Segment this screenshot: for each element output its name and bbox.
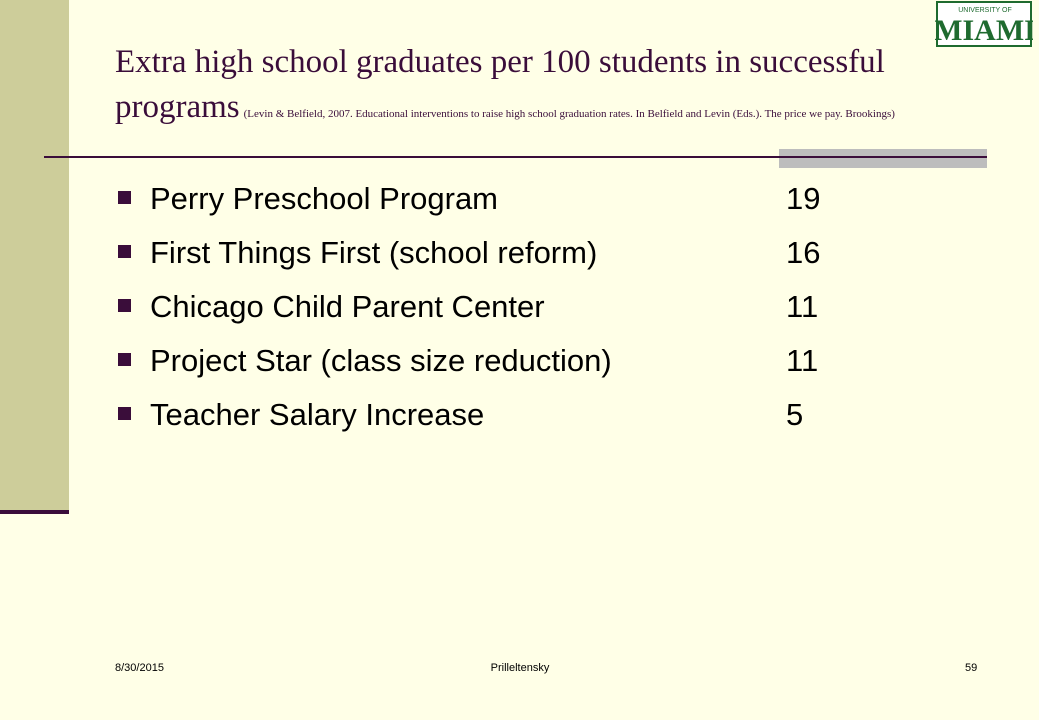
bullet-square-icon (118, 191, 131, 204)
program-name: Project Star (class size reduction) (150, 343, 612, 378)
program-name: First Things First (school reform) (150, 235, 598, 270)
program-value: 16 (786, 235, 821, 270)
slide-title (115, 40, 975, 130)
bullet-square-icon (118, 245, 131, 258)
title-accent-bar (779, 149, 987, 168)
logo-main-text: MIAMI (935, 14, 1033, 47)
footer-author: Prilleltensky (490, 662, 550, 674)
bullet-square-icon (118, 353, 131, 366)
bullet-square-icon (118, 407, 131, 420)
program-value: 19 (786, 181, 821, 216)
program-name: Perry Preschool Program (150, 181, 499, 216)
program-name: Teacher Salary Increase (150, 397, 485, 432)
footer-date: 8/30/2015 (115, 662, 164, 674)
title-citation: (Levin & Belfield, 2007. Educational interventions to raise high school graduation rates. In Belfield and Levin (Eds.). The price we pay. Brookings) (243, 108, 895, 120)
logo-top-text: UNIVERSITY OF (958, 7, 1012, 14)
program-name: Chicago Child Parent Center (150, 289, 545, 324)
program-value: 11 (786, 343, 819, 378)
left-decorative-bar (0, 0, 69, 510)
program-value: 11 (786, 289, 819, 324)
footer-page-number: 59 (965, 662, 978, 674)
title-main: Extra high school graduates per 100 students in successful programs (115, 44, 885, 125)
left-bar-underline (0, 510, 69, 514)
program-value: 5 (786, 397, 804, 432)
bullet-square-icon (118, 299, 131, 312)
title-accent-line (779, 156, 987, 158)
